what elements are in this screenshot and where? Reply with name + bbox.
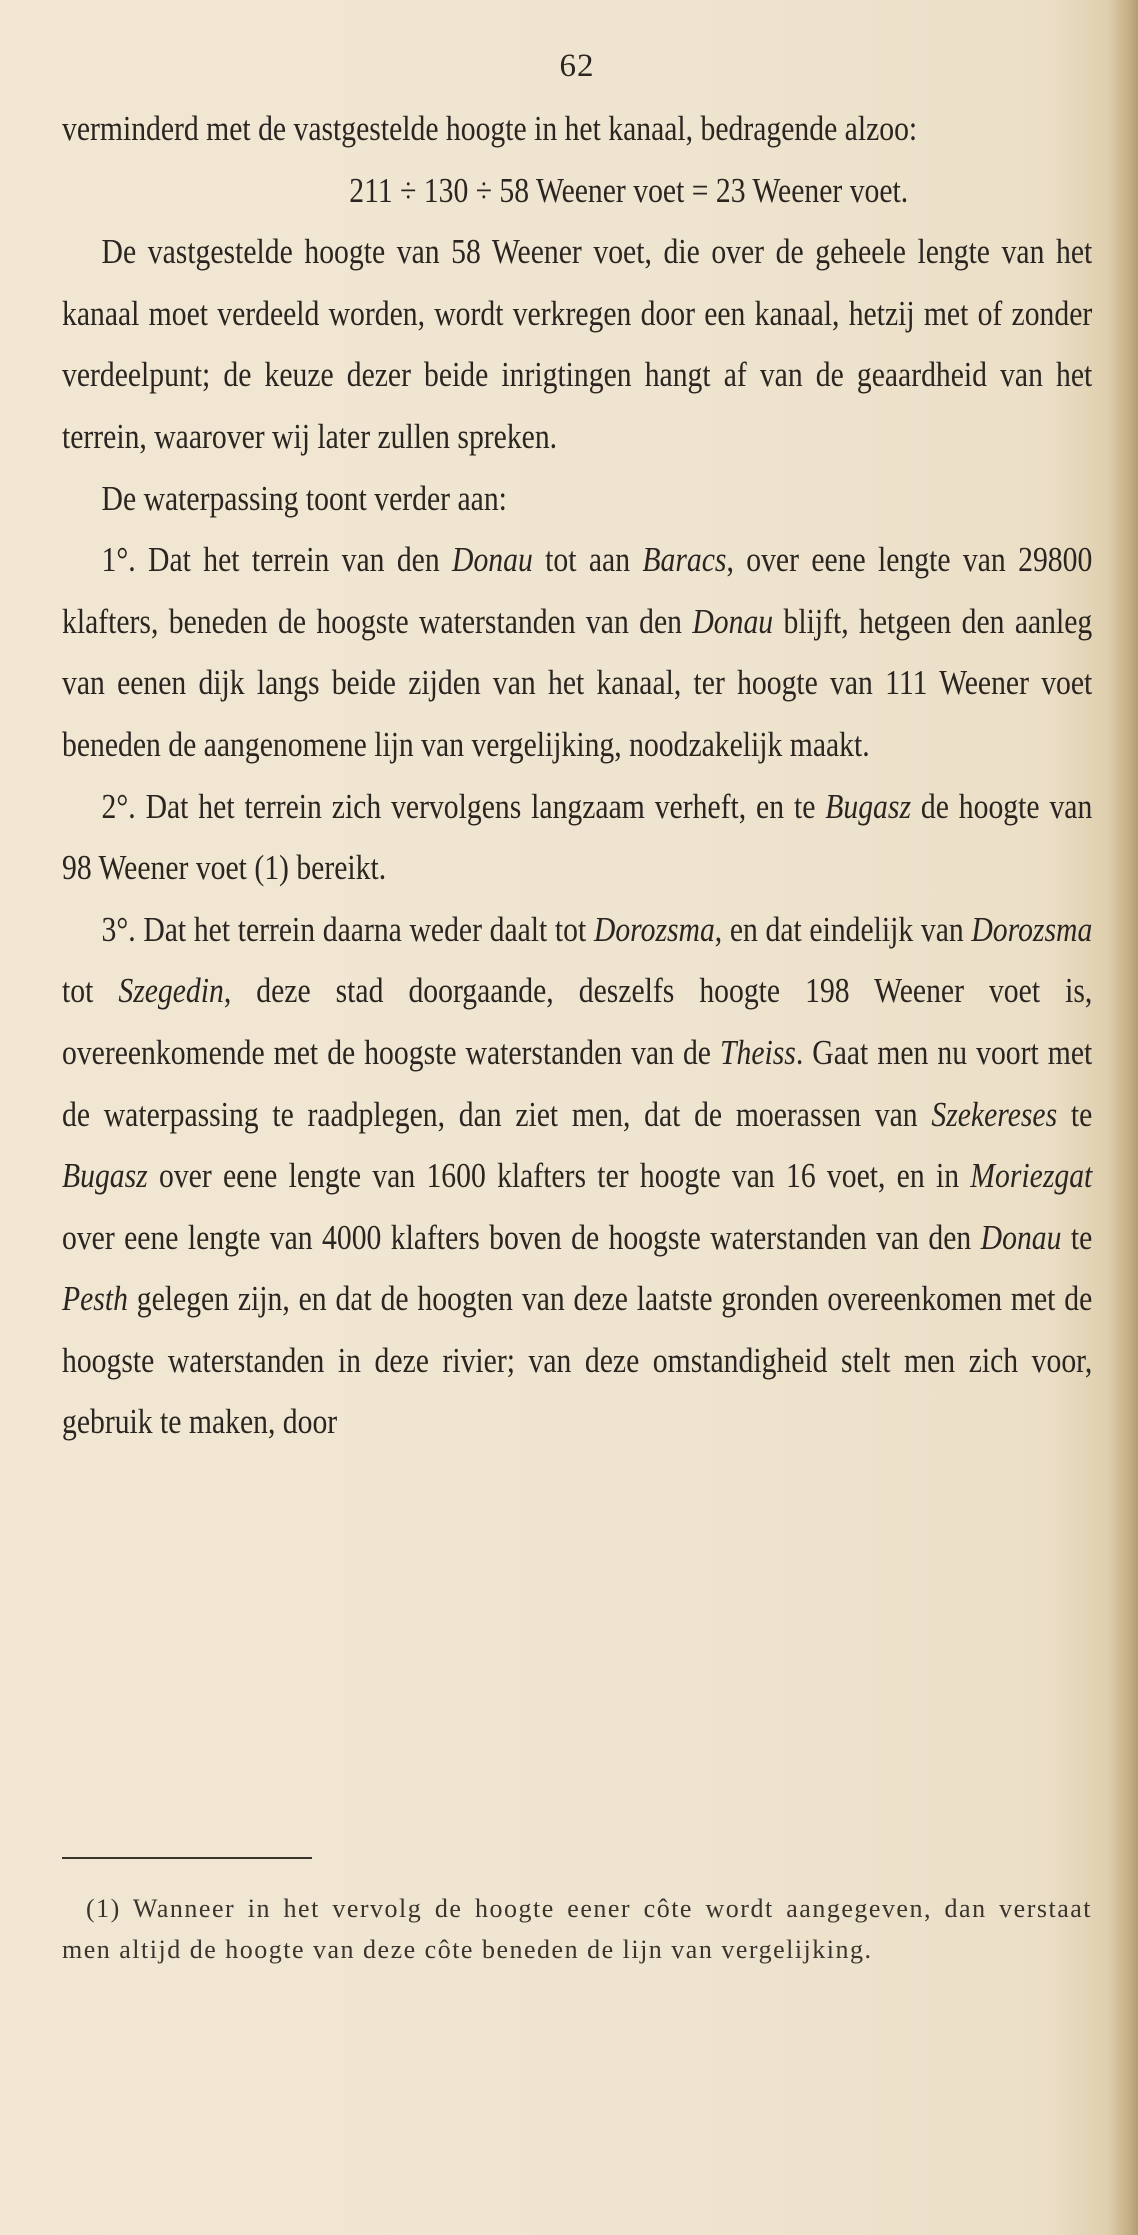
paragraph-point-2	[62, 777, 1092, 900]
italic-name: Theiss	[719, 1033, 796, 1072]
text-run: over eene lengte van 4000 klafters boven de hoogste waterstanden van den	[62, 1218, 981, 1257]
italic-name: Dorozsma	[971, 910, 1093, 949]
text-run: 1°. Dat het terrein van den	[101, 541, 453, 580]
main-text	[62, 99, 1092, 1454]
page-content	[62, 40, 1092, 1454]
text-run: , over eene lengte van 29800 klafters, beneden de hoogste waterstanden van den	[62, 541, 1093, 641]
text-run: te	[1061, 1218, 1093, 1257]
italic-name: Bugasz	[62, 1157, 148, 1196]
text-run: tot aan	[532, 541, 643, 580]
text-run: , en dat eindelijk van	[714, 910, 972, 949]
italic-name: Donau	[980, 1218, 1062, 1257]
paragraph-point-3	[62, 900, 1092, 1454]
text-run: blijft, hetgeen den aanleg van eenen dijk langs beide zijden van het kanaal, ter hoogte van 111 Weener voet beneden de aangenomene lijn van vergelijking, noodzakelijk maakt.	[62, 602, 1093, 764]
equation-line	[62, 161, 1092, 223]
text-run: de hoogte van 98 Weener voet (1) bereikt.	[62, 787, 1093, 888]
text-run: 3°. Dat het terrein daarna weder daalt tot	[101, 910, 594, 949]
italic-name: Baracs	[642, 541, 727, 580]
text-run: te	[1057, 1095, 1093, 1134]
text-run: De waterpassing toont verder aan:	[101, 479, 507, 518]
paragraph-point-1	[62, 530, 1092, 776]
italic-name: Pesth	[62, 1280, 128, 1319]
italic-name: Moriezgat	[970, 1157, 1093, 1196]
text-run: De vastgestelde hoogte van 58 Weener voet, die over de geheele lengte van het kanaal moet verdeeld worden, wordt verkregen door een kanaal, hetzij met of zonder verdeelpunt; de keuze dezer beide inrigtingen hangt af van de geaardheid van het terrein, waarover wij later zullen spreken.	[62, 233, 1093, 456]
text-run: tot	[62, 972, 119, 1011]
text-run: . Gaat men nu voort met de waterpassing te raadplegen, dan ziet men, dat de moerassen van	[62, 1033, 1093, 1134]
paragraph-terrain-height	[62, 222, 1092, 468]
text-run: verminderd met de vastgestelde hoogte in het kanaal, bedragende alzoo:	[62, 110, 918, 148]
italic-name: Donau	[452, 541, 533, 580]
text-run: over eene lengte van 1600 klafters ter hoogte van 16 voet, en in	[147, 1157, 971, 1196]
italic-name: Dorozsma	[593, 910, 715, 949]
text-run: gelegen zijn, en dat de hoogten van deze laatste gronden overeenkomen met de hoogste waterstanden in deze rivier; van deze omstandigheid stelt men zich voor, gebruik te maken, door	[62, 1280, 1093, 1442]
paragraph-continuation	[62, 99, 1092, 161]
page-edge-shadow	[1108, 0, 1138, 2235]
footnotes	[62, 1888, 1092, 1970]
italic-name: Szegedin	[118, 972, 224, 1011]
footnote-1: (1) Wanneer in het vervolg de hoogte eener côte wordt aangegeven, dan verstaat men altijd de hoogte van deze côte beneden de lijn van vergelijking.	[62, 1894, 1092, 1964]
text-run: , deze stad doorgaande, deszelfs hoogte 198 Weener voet is, overeenkomende met de hoogste waterstanden van de	[62, 972, 1093, 1072]
paragraph-waterpassing-intro	[62, 469, 1092, 531]
italic-name: Szekereses	[931, 1095, 1058, 1134]
text-run: 211 ÷ 130 ÷ 58 Weener voet = 23 Weener voet.	[349, 171, 909, 210]
footnote-divider	[62, 1857, 312, 1859]
italic-name: Donau	[692, 602, 774, 641]
text-run: 2°. Dat het terrein zich vervolgens langzaam verheft, en te	[101, 787, 826, 826]
page-number: 62	[559, 48, 595, 84]
italic-name: Bugasz	[825, 787, 911, 826]
